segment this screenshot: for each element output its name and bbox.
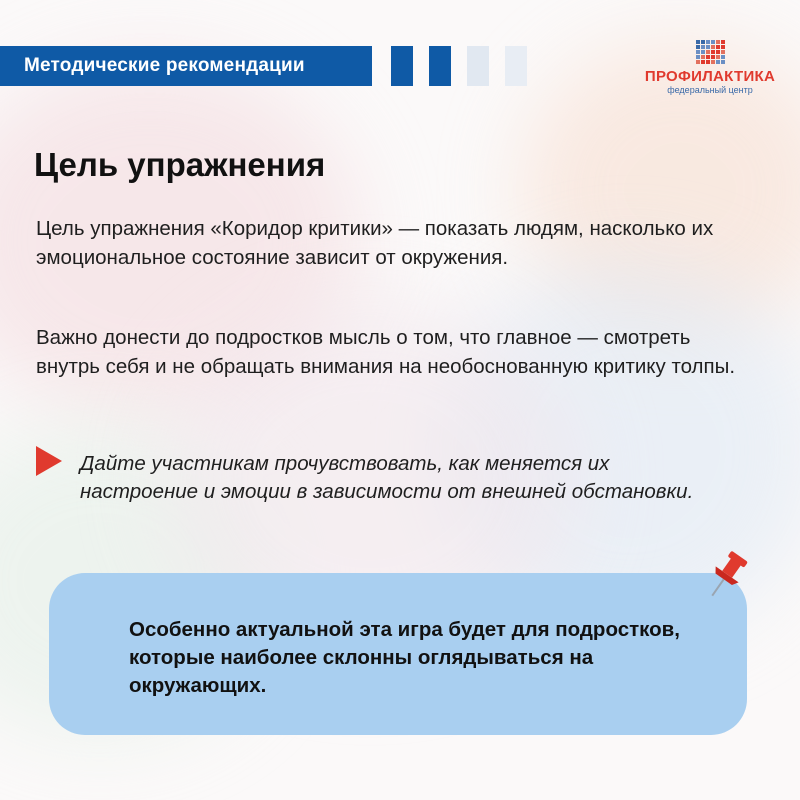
header-decor-block — [429, 46, 451, 86]
logo — [640, 40, 780, 100]
note-text: Особенно актуальной эта игра будет для подростков, которые наиболее склонны оглядываться на окружающих. — [129, 618, 680, 697]
header-decor-block — [505, 46, 527, 86]
page-title: Цель упражнения — [34, 146, 326, 183]
paragraph-important: Важно донести до подростков мысль о том, что главное — смотреть внутрь себя и не обращать внимания на необоснованную критику толпы. — [36, 326, 736, 378]
header-title: Методические рекомендации — [24, 55, 305, 76]
logo-subtitle: федеральный центр — [667, 85, 753, 95]
tip-text: Дайте участникам прочувствовать, как меняется их настроение и эмоции в зависимости от внешней обстановки. — [80, 452, 694, 503]
header-bar — [0, 46, 372, 86]
push-pin-icon — [700, 548, 752, 604]
header-decor-block — [467, 46, 489, 86]
logo-name: ПРОФИЛАКТИКА — [644, 68, 776, 85]
logo-grid-icon — [696, 40, 725, 64]
paragraph-goal: Цель упражнения «Коридор критики» — показать людям, насколько их эмоциональное состояние зависит от окружения. — [36, 217, 714, 269]
header-decor-block — [391, 46, 413, 86]
red-triangle-arrow-icon — [36, 446, 62, 476]
note-card — [49, 573, 747, 735]
